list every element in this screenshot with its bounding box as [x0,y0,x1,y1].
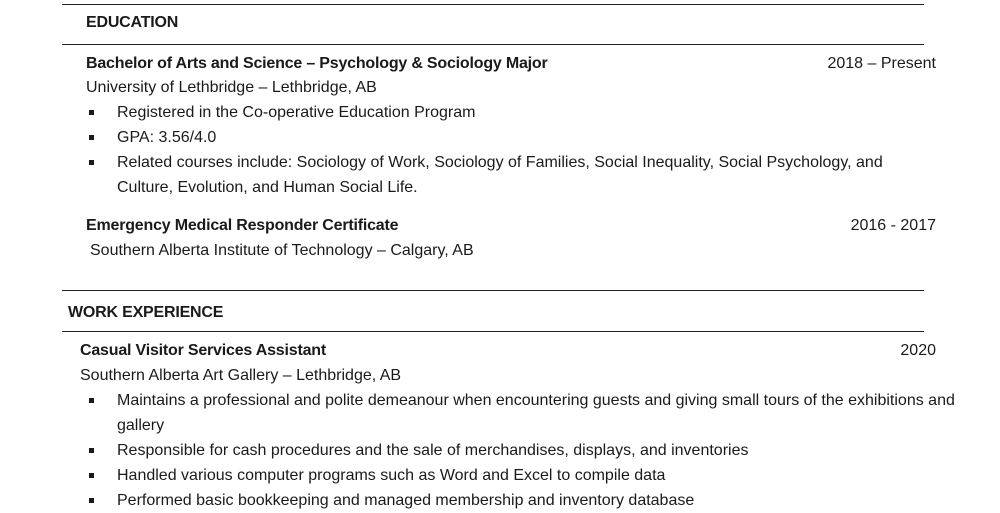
bullet-item: Performed basic bookkeeping and managed membership and inventory database [86,488,976,513]
work-top-rule [62,290,924,291]
work-rule [62,331,924,332]
bullet-item: Maintains a professional and polite demeanour when encountering guests and giving small tours of the exhibitions and gallery [86,388,976,438]
entry-organization: Southern Alberta Art Gallery – Lethbridge, AB [80,367,402,384]
entry-organization: University of Lethbridge – Lethbridge, AB [86,79,377,96]
bullet-item: GPA: 3.56/4.0 [86,125,976,150]
section-heading-education: EDUCATION [86,14,179,31]
bullet-item: Handled various computer programs such as Word and Excel to compile data [86,463,976,488]
entry-bullets [86,100,976,200]
entry-title: Emergency Medical Responder Certificate [86,217,399,234]
entry-title: Casual Visitor Services Assistant [80,342,326,359]
entry-organization: Southern Alberta Institute of Technology – Calgary, AB [90,242,474,259]
education-rule [62,44,924,45]
entry-date: 2020 [900,342,936,359]
entry-title: Bachelor of Arts and Science – Psychology & Sociology Major [86,55,548,72]
entry-bullets [86,388,976,513]
top-rule [62,4,924,5]
bullet-item: Related courses include: Sociology of Work, Sociology of Families, Social Inequality, Social Psychology, and Culture, Evolution, and Human Social Life. [86,150,917,200]
entry-date: 2018 – Present [827,55,936,72]
bullet-item: Registered in the Co-operative Education Program [86,100,976,125]
entry-date: 2016 - 2017 [850,217,936,234]
bullet-item: Responsible for cash procedures and the sale of merchandises, displays, and inventories [86,438,976,463]
section-heading-work-experience: WORK EXPERIENCE [68,304,224,321]
